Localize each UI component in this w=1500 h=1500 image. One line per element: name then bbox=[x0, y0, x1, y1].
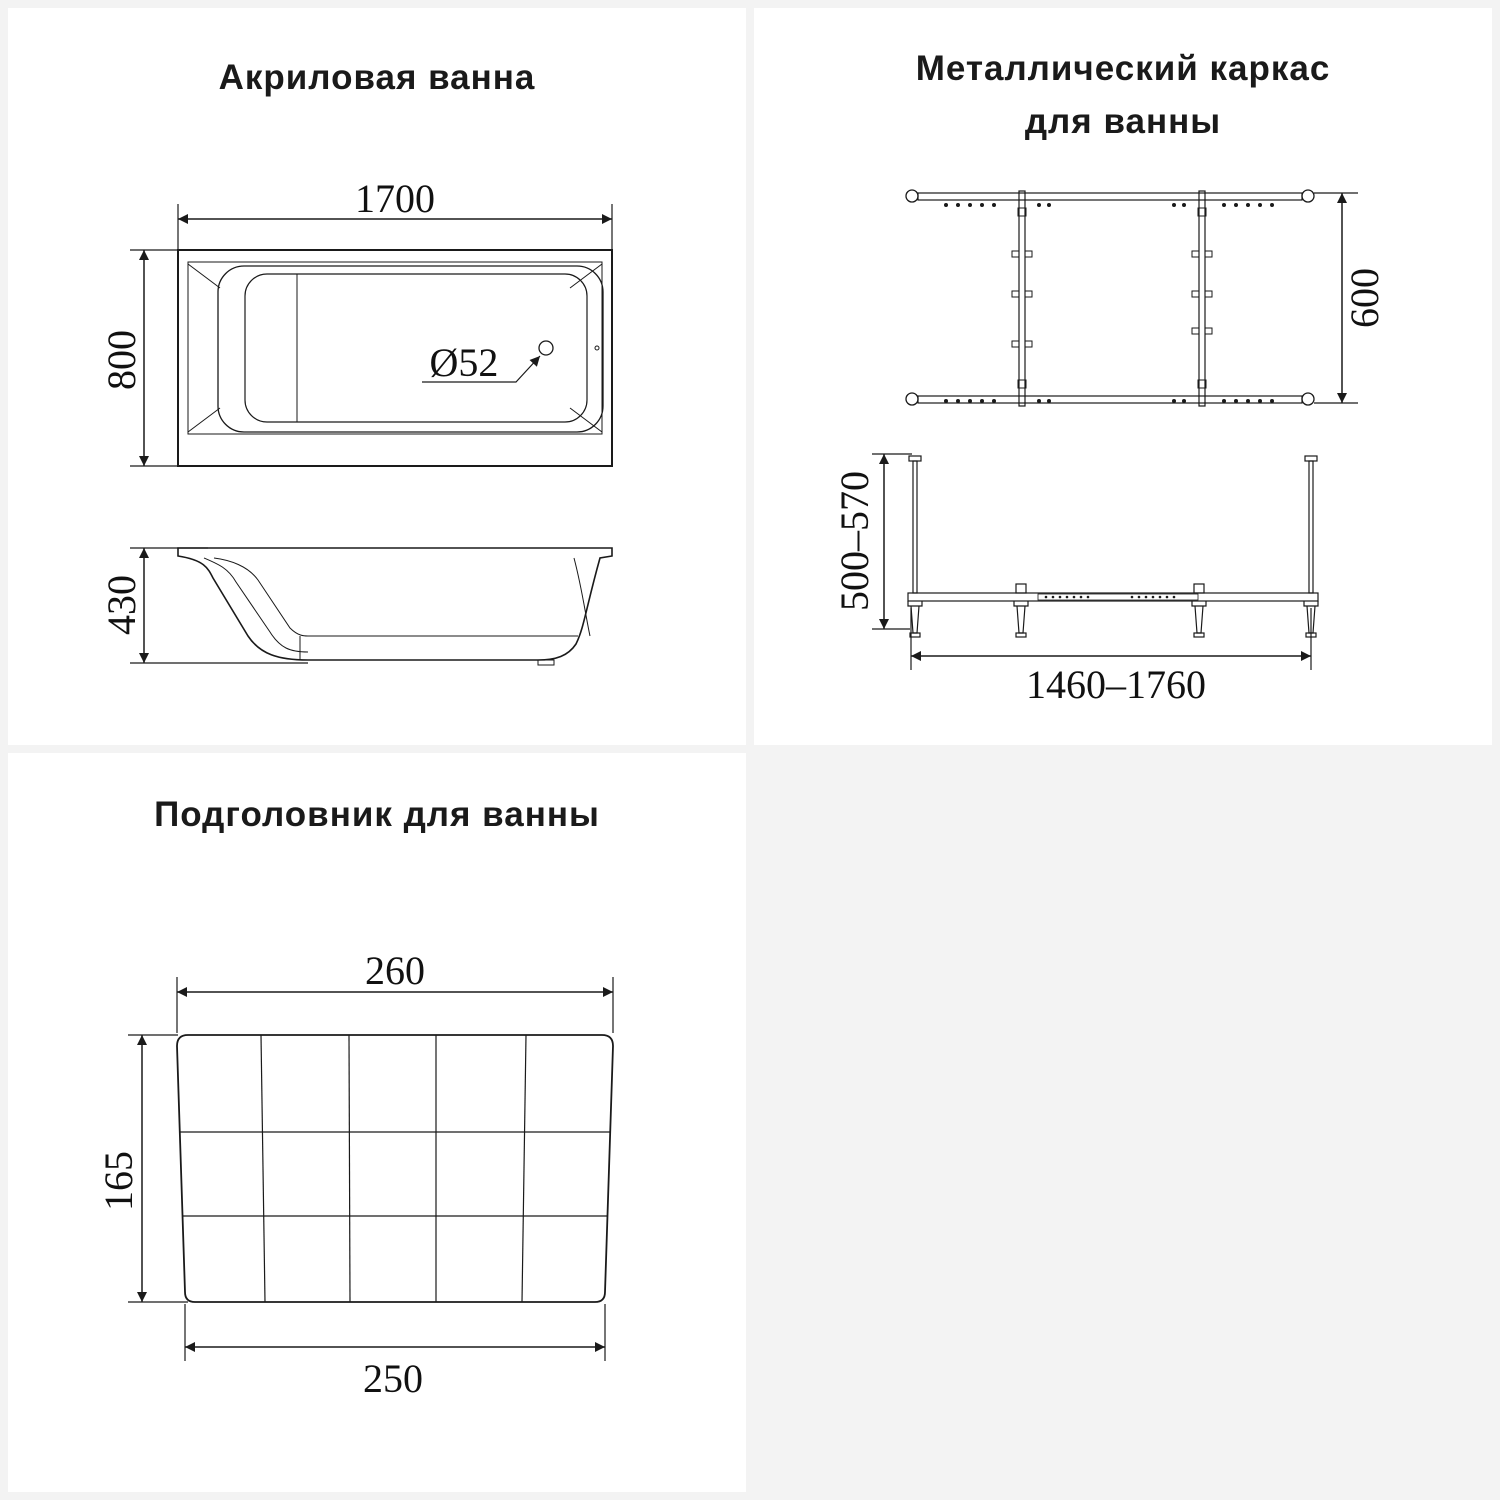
headrest-bottom-width-label: 250 bbox=[363, 1356, 423, 1401]
frame-top-view bbox=[906, 190, 1314, 406]
headrest-drawing bbox=[8, 753, 746, 1492]
empty-panel bbox=[754, 753, 1492, 1492]
headrest-panel bbox=[8, 753, 746, 1492]
bathtub-height-label: 430 bbox=[99, 575, 144, 635]
bathtub-side-view bbox=[178, 548, 612, 665]
frame-panel bbox=[754, 8, 1492, 745]
frame-width-label: 600 bbox=[1342, 268, 1387, 328]
bathtub-top-view bbox=[178, 250, 612, 466]
headrest-top-width-label: 260 bbox=[365, 948, 425, 993]
headrest-title: Подголовник для ванны bbox=[154, 795, 600, 834]
bathtub-panel bbox=[8, 8, 746, 745]
frame-height-label: 500–570 bbox=[832, 471, 877, 611]
frame-length-label: 1460–1760 bbox=[1026, 662, 1206, 707]
bathtub-length-label: 1700 bbox=[355, 176, 435, 221]
headrest-height-label: 165 bbox=[96, 1151, 141, 1211]
drain-hole-icon bbox=[539, 341, 553, 355]
frame-drawing bbox=[754, 8, 1492, 745]
frame-title-line1: Металлический каркас bbox=[915, 49, 1331, 88]
frame-title-line2: для ванны bbox=[1024, 102, 1222, 141]
bathtub-width-label: 800 bbox=[99, 330, 144, 390]
headrest-outline bbox=[177, 1035, 613, 1302]
frame-side-view bbox=[908, 456, 1318, 637]
drain-diameter-label: Ø52 bbox=[429, 340, 499, 385]
bathtub-drawing bbox=[8, 8, 746, 745]
bathtub-title: Акриловая ванна bbox=[218, 58, 536, 97]
